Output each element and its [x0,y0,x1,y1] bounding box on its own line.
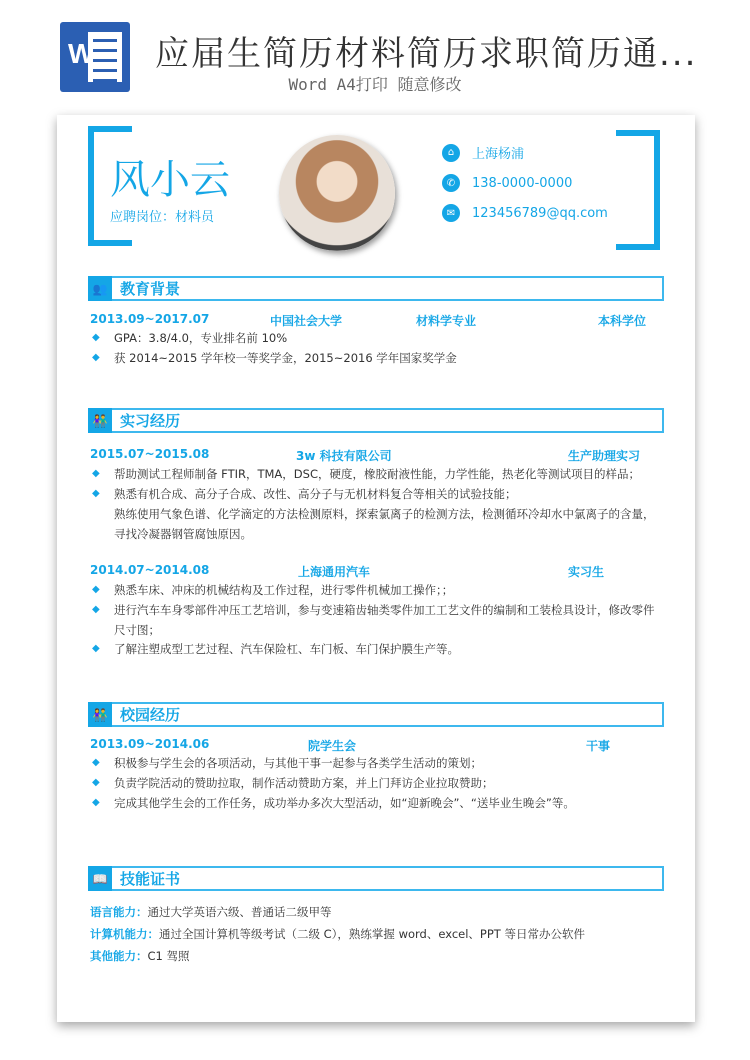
contact-email: ✉ 123456789@qq.com [442,204,608,222]
internship-entry-header: 2014.07~2014.08 上海通用汽车 实习生 [90,563,605,579]
word-app-icon: W [60,22,130,92]
list-item: ◆ 帮助测试工程师制备 FTIR，TMA，DSC，硬度，橡胶耐液性能，力学性能，热老化等测试项目的样品； [92,467,640,481]
list-item: ◆ 负责学院活动的赞助拉取，制作活动赞助方案，并上门拜访企业拉取赞助； [92,776,494,790]
people-icon: 👫 [88,408,112,433]
section-campus: 👫 校园经历 [88,702,664,727]
skill-language: 语言能力：通过大学英语六级、普通话二级甲等 [90,905,332,919]
list-item: ◆ 熟悉有机合成、高分子合成、改性、高分子与无机材料复合等相关的试验技能； 熟练使用气象色谱、化学滴定的方法检测原料，探索氯离子的检测方法，检测循环冷却水中氯离子的含量，寻找冷凝器钢管腐蚀原因。 [92,487,655,541]
document-subtitle: Word A4打印 随意修改 [288,75,462,94]
people-icon: 👥 [88,276,112,301]
phone-icon: ✆ [442,174,460,192]
contact-phone: ✆ 138-0000-0000 [442,174,572,192]
document-title: 应届生简历材料简历求职简历通... [155,34,698,74]
applied-position: 应聘岗位：材料员 [110,210,215,225]
candidate-name: 风小云 [110,157,230,203]
contact-location: ⌂ 上海杨浦 [442,143,524,162]
people-icon: 👫 [88,702,112,727]
list-item: ◆ GPA：3.8/4.0，专业排名前 10% [92,331,288,345]
right-bracket-decoration [616,130,660,250]
list-item: ◆ 获 2014~2015 学年校一等奖学金，2015~2016 学年国家奖学金 [92,351,457,365]
education-entry-header: 2013.09~2017.07 中国社会大学 材料学专业 本科学位 [90,312,647,328]
profile-photo [279,135,395,251]
list-item: ◆ 了解注塑成型工艺过程、汽车保险杠、车门板、车门保护膜生产等。 [92,642,459,656]
skill-other: 其他能力：C1 驾照 [90,949,190,963]
section-education: 👥 教育背景 [88,276,664,301]
section-internship: 👫 实习经历 [88,408,664,433]
list-item: ◆ 积极参与学生会的各项活动，与其他干事一起参与各类学生活动的策划； [92,756,482,770]
list-item: ◆ 完成其他学生会的工作任务，成功举办多次大型活动，如“迎新晚会”、“送毕业生晚会”等。 [92,796,575,810]
internship-entry-header: 2015.07~2015.08 3w 科技有限公司 生产助理实习 [90,447,641,463]
skill-computer: 计算机能力：通过全国计算机等级考试（二级 C），熟练掌握 word、excel、PPT 等日常办公软件 [90,927,585,941]
campus-entry-header: 2013.09~2014.06 院学生会 干事 [90,737,611,753]
location-icon: ⌂ [442,144,460,162]
email-icon: ✉ [442,204,460,222]
list-item: ◆ 熟悉车床、冲床的机械结构及工作过程，进行零件机械加工操作；； [92,583,454,597]
book-icon: 📖 [88,866,112,891]
list-item: ◆ 进行汽车车身零部件冲压工艺培训，参与变速箱齿轴类零件加工工艺文件的编制和工装检具设计，修改零件尺寸图； [92,603,655,637]
section-skills: 📖 技能证书 [88,866,664,891]
